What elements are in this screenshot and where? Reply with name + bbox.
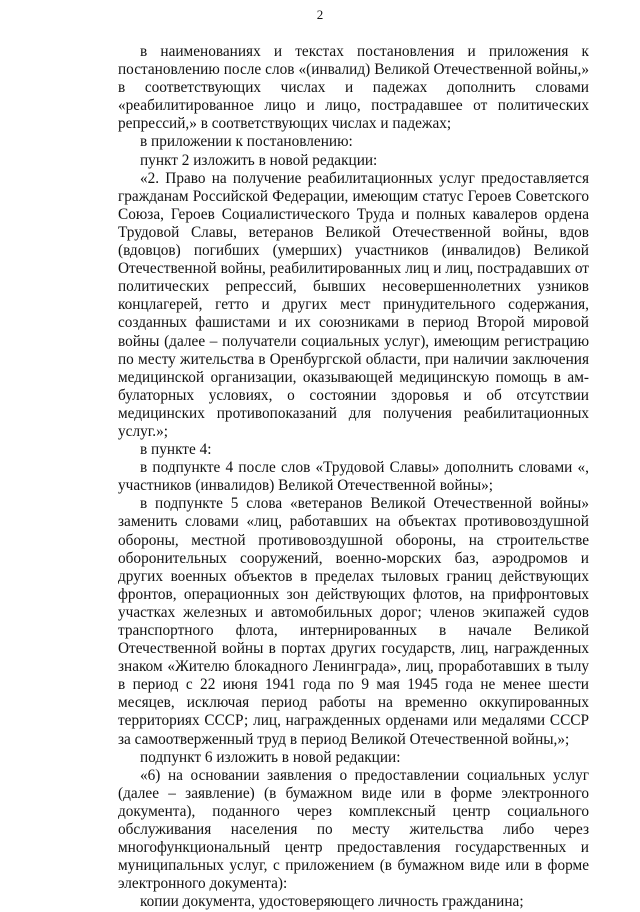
paragraph-amend-titles: в наименованиях и текстах постановления и приложения к постановлению после слов «(инвалид) Великой Отечественной войны,» в соответствующих числах и падежах дополнить словами «реабилитированное лицо и лицо, пострадавшее от политических репрессий,» в соответствующих числах и падежах; xyxy=(118,43,589,133)
paragraph-subitem-6-text: «6) на основании заявления о предоставлении социальных услуг (далее – заявление) (в бумажном виде или в форме электронного документа), поданного через комплексный центр социального обслуживания населения по месту жительства либо через многофункциональный центр предоставления государственных и муниципальных услуг, с приложением (в бумажном виде или в форме электронного документа): xyxy=(118,766,589,893)
document-body xyxy=(118,43,589,912)
paragraph-item-2-text: «2. Право на получение реабилитационных услуг предоставляется гражданам Российской Федерации, имеющим статус Героев Советского Союза, Героев Социалистического Труда и полных кавалеров ордена Трудовой Славы, ветеранов Великой Отечественной войны, вдов (вдовцов) погибших (умерших) участников (инвалидов) Великой Отечественной войны, реабилитированных лиц и лиц, пострадавших от политических репрессий, бывших несовершеннолетних узников концлагерей, гетто и других мест принудительного содержания, созданных фашистами и их союзниками в период Второй мировой войны (далее – получатели социальных услуг), имеющим регистрацию по месту жительства в Оренбургской области, при наличии заключения медицинской организации, оказывающей медицинскую помощь в амбулаторных условиях, о состоянии здоровья и об отсутствии медицинских противопоказаний для получения реабилитационных услуг.»; xyxy=(118,169,589,440)
paragraph-id-copy: копии документа, удостоверяющего личность гражданина; xyxy=(140,893,524,911)
page-number: 2 xyxy=(316,7,324,22)
paragraph-item-4-heading: в пункте 4: xyxy=(140,441,212,459)
paragraph-subitem-4: в подпункте 4 после слов «Трудовой Славы» дополнить словами «, участников (инвалидов) Великой Отечественной войны»; xyxy=(118,459,589,495)
paragraph-item-2-heading: пункт 2 изложить в новой редакции: xyxy=(140,151,378,169)
paragraph-subitem-6-heading: подпункт 6 изложить в новой редакции: xyxy=(140,748,401,766)
paragraph-subitem-5: в подпункте 5 слова «ветеранов Великой Отечественной войны» заменить словами «лиц, работавших на объектах противовоздушной обороны, местной противовоздушной обороны, на строительстве оборонительных сооружений, военно-морских баз, аэродромов и других военных объектов в пределах тыловых границ действующих фронтов, операционных зон действующих флотов, на прифронтовых участках железных и автомобильных дорог; членов экипажей судов транспортного флота, интернированных в начале Великой Отечественной войны в портах других государств, лиц, награжденных знаком «Жителю блокадного Ленинграда», лиц, проработавших в тылу в период с 22 июня 1941 года по 9 мая 1945 года не менее шести месяцев, исключая период работы на временно оккупированных территориях СССР; лиц, награжденных орденами или медалями СССР за самоотверженный труд в период Великой Отечественной войны,»; xyxy=(118,495,589,748)
paragraph-in-appendix: в приложении к постановлению: xyxy=(140,133,353,151)
